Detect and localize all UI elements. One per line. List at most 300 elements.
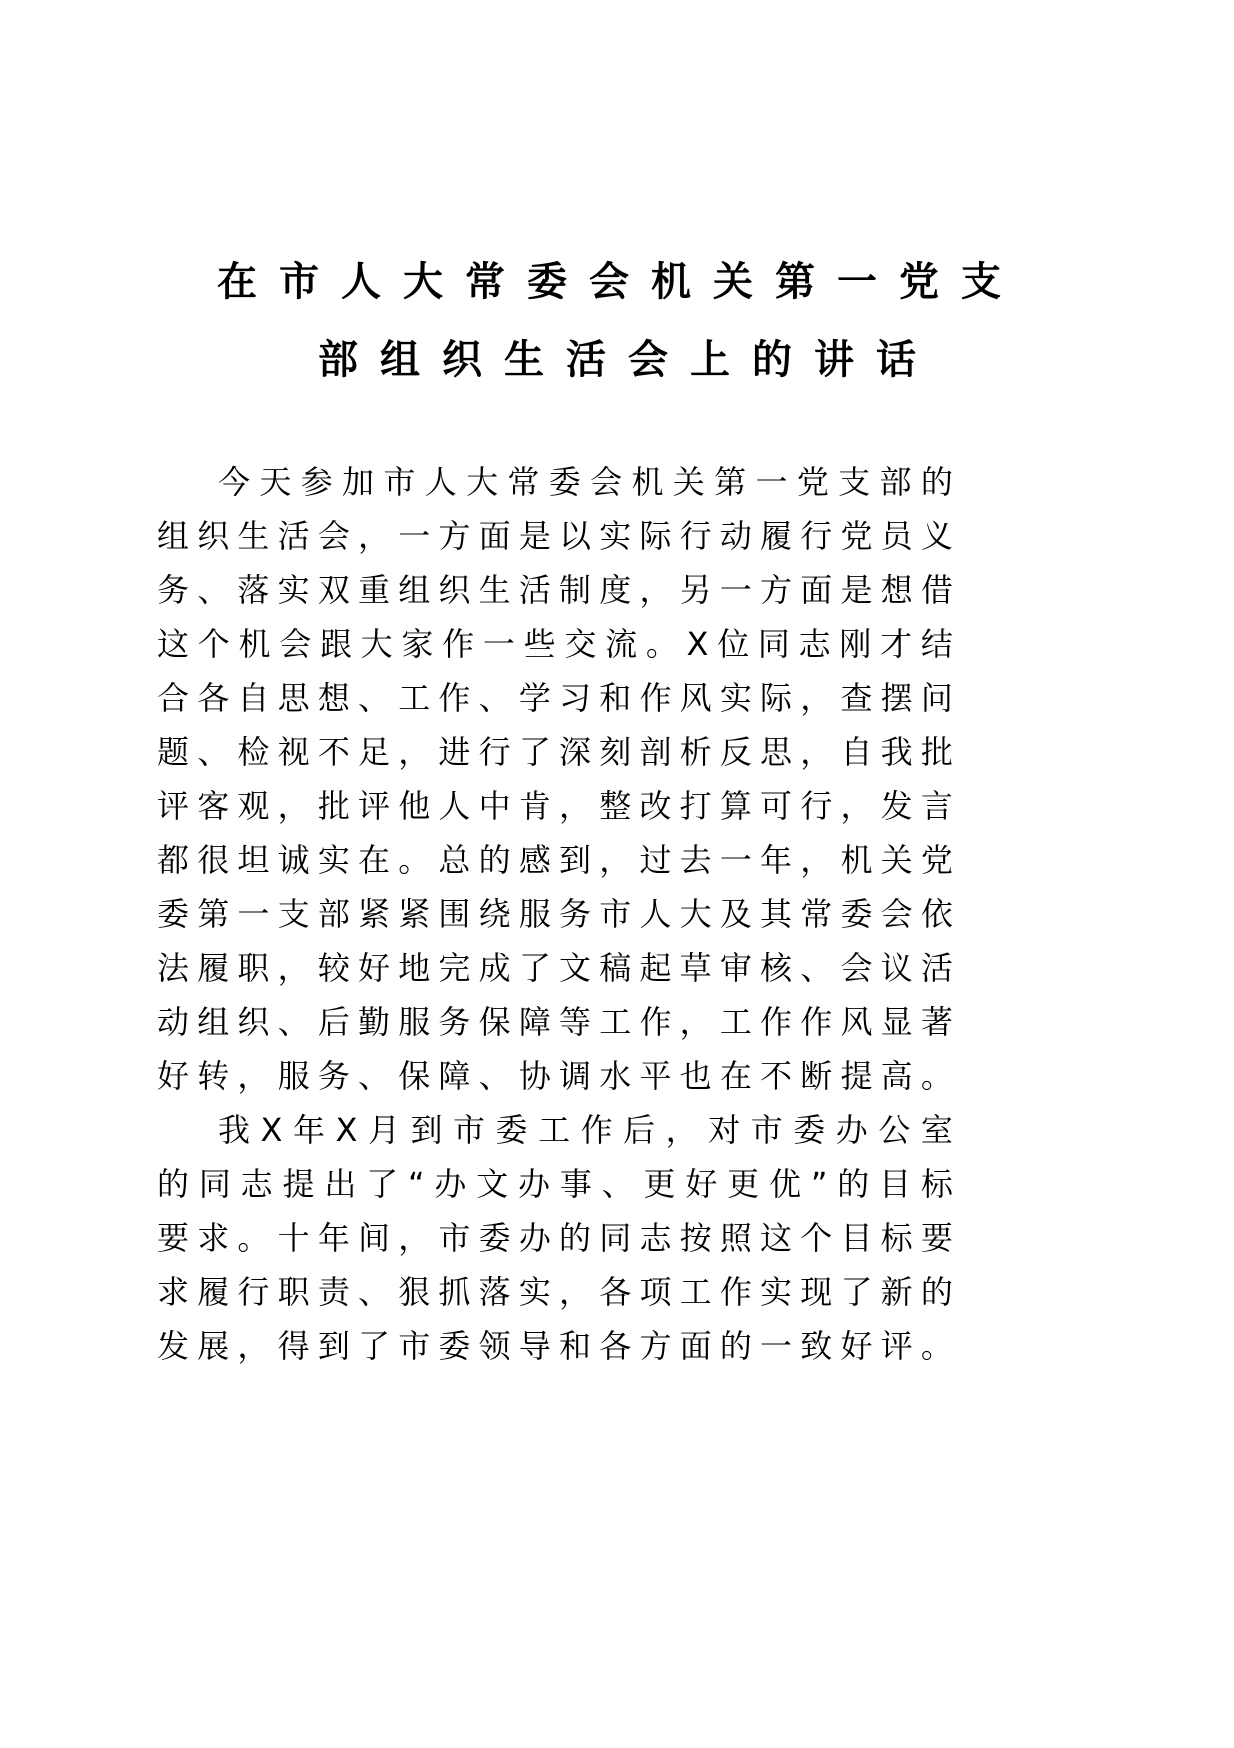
glyph: 实: [599, 517, 632, 555]
glyph: 结: [920, 625, 953, 663]
glyph: 才: [880, 625, 913, 663]
glyph: 实: [518, 1273, 551, 1311]
glyph: 、: [358, 1057, 391, 1095]
glyph: 关: [672, 463, 705, 501]
glyph: 、: [800, 949, 833, 987]
glyph: 作: [800, 1003, 833, 1041]
glyph: 保: [398, 1057, 431, 1095]
glyph: 较: [317, 949, 350, 987]
glyph: 断: [800, 1057, 833, 1095]
glyph: 问: [920, 679, 953, 717]
glyph: 勤: [358, 1003, 391, 1041]
glyph: 市: [453, 1111, 486, 1149]
glyph: 第: [714, 463, 747, 501]
glyph: 同: [599, 1219, 632, 1257]
glyph: 到: [317, 1327, 350, 1365]
glyph: 按: [679, 1219, 712, 1257]
glyph: 一: [719, 571, 752, 609]
glyph: 要: [920, 1219, 953, 1257]
paragraph-1-line-12: [157, 1056, 953, 1096]
glyph: ，: [237, 1327, 270, 1365]
glyph: 作: [760, 1003, 793, 1041]
glyph: 算: [719, 787, 752, 825]
glyph: 的: [478, 841, 511, 879]
glyph: 的: [920, 1273, 953, 1311]
glyph: 务: [438, 1003, 471, 1041]
glyph: 党: [796, 463, 829, 501]
glyph: 位: [717, 625, 750, 663]
glyph: 志: [798, 625, 831, 663]
glyph: 审: [719, 949, 752, 987]
glyph: 题: [157, 733, 190, 771]
glyph: 活: [518, 571, 551, 609]
glyph: 紧: [398, 895, 431, 933]
glyph: 显: [880, 1003, 913, 1041]
glyph: 展: [197, 1327, 230, 1365]
glyph: 保: [478, 1003, 511, 1041]
glyph: 市: [438, 1219, 471, 1257]
glyph: 跟: [319, 625, 352, 663]
glyph: 委: [495, 1111, 528, 1149]
glyph: 常: [507, 463, 540, 501]
glyph: 思: [760, 733, 793, 771]
glyph: 办: [518, 1165, 551, 1203]
glyph: 都: [157, 841, 190, 879]
glyph: 坦: [237, 841, 270, 879]
glyph: 、: [277, 1003, 310, 1041]
glyph: 障: [518, 1003, 551, 1041]
glyph: 这: [157, 625, 190, 663]
glyph: 思: [277, 679, 310, 717]
glyph: 双: [317, 571, 350, 609]
glyph: 行: [679, 517, 712, 555]
glyph: ，: [665, 1111, 698, 1149]
glyph: 查: [840, 679, 873, 717]
glyph: ”: [810, 1165, 828, 1203]
glyph: 视: [277, 733, 310, 771]
glyph: 织: [197, 517, 230, 555]
glyph: 和: [559, 1327, 592, 1365]
glyph: 。: [920, 1327, 953, 1365]
glyph: 借: [920, 571, 953, 609]
glyph: 际: [639, 517, 672, 555]
glyph: 生: [478, 571, 511, 609]
glyph: 服: [518, 895, 551, 933]
glyph: 其: [760, 895, 793, 933]
glyph: 重: [358, 571, 391, 609]
title-line-2: 部组织生活会上的讲话: [318, 337, 938, 383]
glyph: 会: [590, 463, 623, 501]
glyph: 不: [317, 733, 350, 771]
glyph: 标: [920, 1165, 953, 1203]
glyph: 完: [438, 949, 471, 987]
glyph: 检: [237, 733, 270, 771]
glyph: 实: [277, 571, 310, 609]
glyph: 另: [679, 571, 712, 609]
paragraph-2-line-1: [218, 1110, 953, 1150]
glyph: 委: [548, 463, 581, 501]
glyph: 方: [639, 1327, 672, 1365]
glyph: 、: [478, 679, 511, 717]
glyph: 一: [760, 1327, 793, 1365]
glyph: 自: [237, 679, 270, 717]
glyph: 一: [482, 625, 515, 663]
glyph: 面: [800, 571, 833, 609]
glyph: X: [260, 1111, 283, 1149]
glyph: 紧: [358, 895, 391, 933]
glyph: 机: [631, 463, 664, 501]
glyph: 批: [317, 787, 350, 825]
glyph: 水: [599, 1057, 632, 1095]
glyph: 草: [679, 949, 712, 987]
glyph: 到: [559, 841, 592, 879]
glyph: 这: [760, 1219, 793, 1257]
glyph: 面: [679, 1327, 712, 1365]
glyph: 市: [383, 463, 416, 501]
glyph: 支: [277, 895, 310, 933]
glyph: 后: [623, 1111, 656, 1149]
paragraph-1-line-1: [218, 462, 953, 502]
glyph: 些: [523, 625, 556, 663]
paragraph-1-line-7: [157, 786, 953, 826]
glyph: 同: [198, 1165, 231, 1203]
glyph: ，: [800, 733, 833, 771]
glyph: 动: [719, 517, 752, 555]
glyph: 大: [679, 895, 712, 933]
glyph: 标: [880, 1219, 913, 1257]
glyph: 更: [727, 1165, 760, 1203]
glyph: 作: [639, 1003, 672, 1041]
glyph: 委: [793, 1111, 826, 1149]
glyph: 活: [277, 517, 310, 555]
glyph: 摆: [880, 679, 913, 717]
glyph: 各: [599, 1273, 632, 1311]
glyph: 各: [599, 1327, 632, 1365]
glyph: 照: [719, 1219, 752, 1257]
glyph: 刚: [839, 625, 872, 663]
glyph: 平: [639, 1057, 672, 1095]
glyph: 十: [277, 1219, 310, 1257]
glyph: ，: [398, 1219, 431, 1257]
glyph: X: [335, 1111, 358, 1149]
glyph: ，: [800, 841, 833, 879]
glyph: 很: [197, 841, 230, 879]
paragraph-2-line-4: [157, 1272, 953, 1312]
glyph: 服: [398, 1003, 431, 1041]
glyph: 、: [197, 571, 230, 609]
glyph: 的: [920, 463, 953, 501]
glyph: 是: [518, 517, 551, 555]
glyph: 想: [880, 571, 913, 609]
glyph: 绕: [478, 895, 511, 933]
glyph: 我: [880, 733, 913, 771]
glyph: 致: [800, 1327, 833, 1365]
glyph: 要: [157, 1219, 190, 1257]
glyph: 作: [442, 625, 475, 663]
glyph: 责: [317, 1273, 350, 1311]
glyph: 义: [920, 517, 953, 555]
glyph: 感: [518, 841, 551, 879]
glyph: ，: [559, 1273, 592, 1311]
paragraph-2-line-3: [157, 1218, 953, 1258]
glyph: “: [407, 1165, 425, 1203]
glyph: 工: [719, 1003, 752, 1041]
glyph: 观: [237, 787, 270, 825]
glyph: 的: [559, 1219, 592, 1257]
glyph: 好: [685, 1165, 718, 1203]
glyph: 目: [879, 1165, 912, 1203]
paragraph-1-line-10: [157, 948, 953, 988]
glyph: 会: [317, 517, 350, 555]
glyph: 不: [760, 1057, 793, 1095]
glyph: 了: [358, 1327, 391, 1365]
glyph: 成: [478, 949, 511, 987]
glyph: 常: [800, 895, 833, 933]
glyph: 市: [398, 1327, 431, 1365]
glyph: 了: [518, 949, 551, 987]
glyph: 批: [920, 733, 953, 771]
glyph: 办: [835, 1111, 868, 1149]
glyph: 。: [920, 1057, 953, 1095]
glyph: 高: [880, 1057, 913, 1095]
glyph: 事: [559, 1165, 592, 1203]
glyph: 务: [317, 1057, 350, 1095]
glyph: 市: [599, 895, 632, 933]
glyph: 到: [410, 1111, 443, 1149]
glyph: 机: [238, 625, 271, 663]
glyph: 党: [920, 841, 953, 879]
glyph: 议: [880, 949, 913, 987]
glyph: 天: [259, 463, 292, 501]
glyph: 务: [157, 571, 190, 609]
glyph: 项: [639, 1273, 672, 1311]
glyph: 学: [518, 679, 551, 717]
glyph: 他: [398, 787, 431, 825]
glyph: 调: [559, 1057, 592, 1095]
glyph: 加: [342, 463, 375, 501]
glyph: 落: [237, 571, 270, 609]
glyph: ，: [599, 841, 632, 879]
glyph: 好: [157, 1057, 190, 1095]
glyph: 方: [438, 517, 471, 555]
glyph: 打: [679, 787, 712, 825]
glyph: 、: [358, 679, 391, 717]
glyph: 现: [800, 1273, 833, 1311]
glyph: 领: [478, 1327, 511, 1365]
glyph: ，: [559, 787, 592, 825]
glyph: 中: [478, 787, 511, 825]
glyph: 个: [800, 1219, 833, 1257]
glyph: 员: [880, 517, 913, 555]
glyph: 评: [880, 1327, 913, 1365]
glyph: 风: [679, 679, 712, 717]
glyph: 想: [317, 679, 350, 717]
glyph: 制: [559, 571, 592, 609]
glyph: 人: [438, 787, 471, 825]
glyph: 整: [599, 787, 632, 825]
paragraph-1-line-11: [157, 1002, 953, 1042]
paragraph-1-line-2: [157, 516, 953, 556]
glyph: 落: [478, 1273, 511, 1311]
glyph: 转: [197, 1057, 230, 1095]
glyph: 了: [518, 733, 551, 771]
glyph: ，: [639, 571, 672, 609]
glyph: 组: [398, 571, 431, 609]
glyph: 改: [639, 787, 672, 825]
glyph: 履: [197, 949, 230, 987]
glyph: 对: [708, 1111, 741, 1149]
glyph: 反: [719, 733, 752, 771]
glyph: 各: [197, 679, 230, 717]
glyph: 职: [277, 1273, 310, 1311]
glyph: 了: [366, 1165, 399, 1203]
glyph: 月: [367, 1111, 400, 1149]
glyph: 提: [840, 1057, 873, 1095]
glyph: 支: [838, 463, 871, 501]
glyph: ，: [679, 1003, 712, 1041]
glyph: 年: [760, 841, 793, 879]
glyph: 出: [324, 1165, 357, 1203]
paragraph-1-line-9: [157, 894, 953, 934]
glyph: 、: [358, 1273, 391, 1311]
glyph: 今: [218, 463, 251, 501]
glyph: 动: [157, 1003, 190, 1041]
paragraph-1-line-8: [157, 840, 953, 880]
glyph: 年: [292, 1111, 325, 1149]
glyph: 间: [358, 1219, 391, 1257]
glyph: 法: [157, 949, 190, 987]
glyph: 得: [277, 1327, 310, 1365]
glyph: 深: [559, 733, 592, 771]
glyph: 大: [466, 463, 499, 501]
glyph: 评: [157, 787, 190, 825]
glyph: 合: [157, 679, 190, 717]
glyph: 在: [358, 841, 391, 879]
glyph: 稿: [599, 949, 632, 987]
glyph: 织: [438, 571, 471, 609]
glyph: 障: [438, 1057, 471, 1095]
glyph: 去: [679, 841, 712, 879]
glyph: 参: [300, 463, 333, 501]
glyph: 作: [580, 1111, 613, 1149]
glyph: 实: [719, 679, 752, 717]
glyph: 办: [518, 1219, 551, 1257]
glyph: ，: [237, 1057, 270, 1095]
glyph: 一: [755, 463, 788, 501]
glyph: 发: [880, 787, 913, 825]
glyph: 可: [760, 787, 793, 825]
glyph: 部: [879, 463, 912, 501]
paragraph-1-line-3: [157, 570, 953, 610]
glyph: 交: [564, 625, 597, 663]
glyph: 协: [518, 1057, 551, 1095]
glyph: 、: [601, 1165, 634, 1203]
glyph: 大: [360, 625, 393, 663]
glyph: 文: [559, 949, 592, 987]
glyph: 方: [760, 571, 793, 609]
glyph: 服: [277, 1057, 310, 1095]
glyph: 核: [760, 949, 793, 987]
glyph: 公: [878, 1111, 911, 1149]
glyph: 足: [358, 733, 391, 771]
glyph: 职: [237, 949, 270, 987]
glyph: 风: [840, 1003, 873, 1041]
paragraph-2-line-5: [157, 1326, 953, 1366]
glyph: 进: [438, 733, 471, 771]
glyph: 履: [197, 1273, 230, 1311]
glyph: 好: [358, 949, 391, 987]
glyph: 地: [398, 949, 431, 987]
glyph: 。: [645, 625, 678, 663]
title-line-1: 在市人大常委会机关第一党支: [217, 259, 1023, 305]
glyph: 组: [157, 517, 190, 555]
glyph: 办: [434, 1165, 467, 1203]
glyph: 以: [559, 517, 592, 555]
glyph: 提: [282, 1165, 315, 1203]
glyph: 会: [279, 625, 312, 663]
glyph: 客: [197, 787, 230, 825]
glyph: ，: [800, 679, 833, 717]
glyph: 活: [920, 949, 953, 987]
glyph: ，: [398, 733, 431, 771]
glyph: X: [686, 625, 709, 663]
glyph: 履: [760, 517, 793, 555]
glyph: 。: [398, 841, 431, 879]
glyph: 目: [840, 1219, 873, 1257]
glyph: 第: [197, 895, 230, 933]
glyph: 工: [679, 1273, 712, 1311]
glyph: 工: [538, 1111, 571, 1149]
glyph: 求: [197, 1219, 230, 1257]
glyph: 更: [643, 1165, 676, 1203]
glyph: 的: [719, 1327, 752, 1365]
glyph: 著: [920, 1003, 953, 1041]
glyph: 实: [760, 1273, 793, 1311]
glyph: 的: [837, 1165, 870, 1203]
glyph: 。: [237, 1219, 270, 1257]
glyph: 会: [880, 895, 913, 933]
glyph: 会: [840, 949, 873, 987]
glyph: 部: [317, 895, 350, 933]
glyph: 优: [768, 1165, 801, 1203]
glyph: 组: [197, 1003, 230, 1041]
glyph: 人: [424, 463, 457, 501]
paragraph-1-line-4: [157, 624, 953, 664]
glyph: 委: [438, 1327, 471, 1365]
glyph: 围: [438, 895, 471, 933]
glyph: 委: [157, 895, 190, 933]
glyph: 际: [760, 679, 793, 717]
glyph: 等: [559, 1003, 592, 1041]
glyph: 导: [518, 1327, 551, 1365]
glyph: 度: [599, 571, 632, 609]
glyph: 行: [478, 733, 511, 771]
paragraph-2-line-2: [157, 1164, 953, 1204]
glyph: 行: [237, 1273, 270, 1311]
glyph: 作: [639, 679, 672, 717]
glyph: 好: [840, 1327, 873, 1365]
glyph: 机: [840, 841, 873, 879]
glyph: 志: [639, 1219, 672, 1257]
glyph: ，: [840, 787, 873, 825]
glyph: 总: [438, 841, 471, 879]
glyph: 作: [438, 679, 471, 717]
paragraph-1-line-5: [157, 678, 953, 718]
glyph: 是: [840, 571, 873, 609]
glyph: 剖: [639, 733, 672, 771]
glyph: 个: [197, 625, 230, 663]
glyph: 志: [240, 1165, 273, 1203]
